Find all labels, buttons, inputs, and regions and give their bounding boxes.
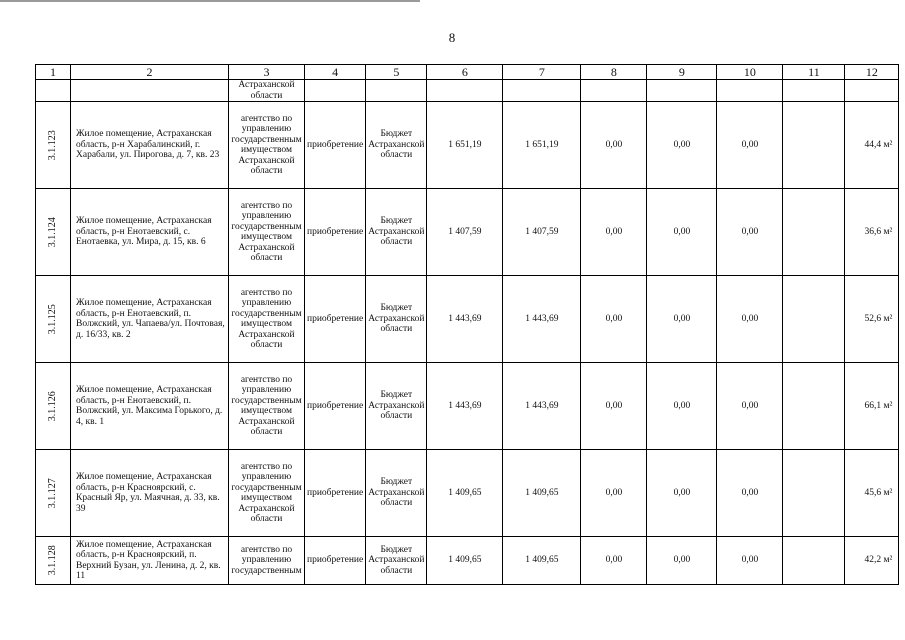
cont-cell xyxy=(305,80,366,102)
value-col9: 0,00 xyxy=(647,363,717,450)
value-col11 xyxy=(783,450,845,537)
basis-cell: приобретение xyxy=(305,450,366,537)
agency-cell: агентство по управлению государственным имуществом Астраханской области xyxy=(229,363,305,450)
value-col7: 1 651,19 xyxy=(503,102,581,189)
area-cell: 52,6 м² xyxy=(845,276,899,363)
agency-cell: агентство по управлению государственным имуществом Астраханской области xyxy=(229,102,305,189)
funding-source-cell: Бюджет Астраханской области xyxy=(366,189,427,276)
row-number xyxy=(36,189,71,276)
header-row xyxy=(36,65,899,80)
row-number xyxy=(36,537,71,585)
value-col10: 0,00 xyxy=(717,189,783,276)
value-col7: 1 443,69 xyxy=(503,276,581,363)
value-col7: 1 443,69 xyxy=(503,363,581,450)
col-header-6: 6 xyxy=(427,65,503,80)
value-col10: 0,00 xyxy=(717,276,783,363)
basis-cell: приобретение xyxy=(305,363,366,450)
value-col7: 1 407,59 xyxy=(503,189,581,276)
value-col8: 0,00 xyxy=(581,450,647,537)
object-description: Жилое помещение, Астраханская область, р-н Красноярский, с. Красный Яр, ул. Маячная, д. 33, кв. 39 xyxy=(71,450,229,537)
table-row xyxy=(36,537,899,585)
row-number-label: 3.1.123 xyxy=(46,130,58,160)
table-row xyxy=(36,276,899,363)
value-col8: 0,00 xyxy=(581,537,647,585)
table-row xyxy=(36,189,899,276)
value-col11 xyxy=(783,189,845,276)
value-col6: 1 443,69 xyxy=(427,276,503,363)
basis-cell: приобретение xyxy=(305,102,366,189)
object-description: Жилое помещение, Астраханская область, р-н Енотаевский, п. Волжский, ул. Чапаева/ул. Почтовая, д. 16/33, кв. 2 xyxy=(71,276,229,363)
value-col11 xyxy=(783,537,845,585)
area-cell: 36,6 м² xyxy=(845,189,899,276)
object-description: Жилое помещение, Астраханская область, р-н Красноярский, п. Верхний Бузан, ул. Ленина, д. 2, кв. 11 xyxy=(71,537,229,585)
funding-source-cell: Бюджет Астраханской области xyxy=(366,276,427,363)
cont-cell xyxy=(427,80,503,102)
basis-cell: приобретение xyxy=(305,189,366,276)
object-description: Жилое помещение, Астраханская область, р-н Харабалинский, г. Харабали, ул. Пирогова, д. 7, кв. 23 xyxy=(71,102,229,189)
col-header-12: 12 xyxy=(845,65,899,80)
basis-cell: приобретение xyxy=(305,537,366,585)
funding-source-cell: Бюджет Астраханской области xyxy=(366,537,427,585)
value-col10: 0,00 xyxy=(717,450,783,537)
continuation-agency: Астраханской области xyxy=(229,80,305,102)
row-number-label: 3.1.125 xyxy=(46,304,58,334)
row-number-label: 3.1.127 xyxy=(46,478,58,508)
value-col8: 0,00 xyxy=(581,276,647,363)
cont-cell xyxy=(71,80,229,102)
row-number xyxy=(36,450,71,537)
value-col9: 0,00 xyxy=(647,189,717,276)
value-col11 xyxy=(783,363,845,450)
value-col11 xyxy=(783,102,845,189)
col-header-1: 1 xyxy=(36,65,71,80)
funding-source-cell: Бюджет Астраханской области xyxy=(366,450,427,537)
col-header-5: 5 xyxy=(366,65,427,80)
agency-cell: агентство по управлению государственным имуществом Астраханской области xyxy=(229,276,305,363)
funding-source-cell: Бюджет Астраханской области xyxy=(366,102,427,189)
table-row xyxy=(36,363,899,450)
cont-cell xyxy=(717,80,783,102)
row-number-label: 3.1.128 xyxy=(46,545,58,576)
area-cell: 45,6 м² xyxy=(845,450,899,537)
continuation-row xyxy=(36,80,899,102)
agency-cell: агентство по управлению государственным имуществом Астраханской области xyxy=(229,450,305,537)
row-number xyxy=(36,102,71,189)
col-header-2: 2 xyxy=(71,65,229,80)
col-header-10: 10 xyxy=(717,65,783,80)
register-table xyxy=(35,64,899,585)
basis-cell: приобретение xyxy=(305,276,366,363)
value-col11 xyxy=(783,276,845,363)
value-col6: 1 409,65 xyxy=(427,537,503,585)
funding-source-cell: Бюджет Астраханской области xyxy=(366,363,427,450)
object-description: Жилое помещение, Астраханская область, р-н Енотаевский, п. Волжский, ул. Максима Горького, д. 4, кв. 1 xyxy=(71,363,229,450)
value-col6: 1 651,19 xyxy=(427,102,503,189)
top-rule xyxy=(0,0,420,2)
value-col8: 0,00 xyxy=(581,102,647,189)
value-col10: 0,00 xyxy=(717,537,783,585)
value-col6: 1 407,59 xyxy=(427,189,503,276)
cont-cell xyxy=(647,80,717,102)
cont-cell xyxy=(581,80,647,102)
area-cell: 44,4 м² xyxy=(845,102,899,189)
agency-cell: агентство по управлению государственным имуществом Астраханской области xyxy=(229,189,305,276)
col-header-3: 3 xyxy=(229,65,305,80)
col-header-7: 7 xyxy=(503,65,581,80)
value-col6: 1 409,65 xyxy=(427,450,503,537)
cont-cell xyxy=(503,80,581,102)
value-col8: 0,00 xyxy=(581,363,647,450)
value-col9: 0,00 xyxy=(647,450,717,537)
value-col9: 0,00 xyxy=(647,537,717,585)
col-header-8: 8 xyxy=(581,65,647,80)
area-cell: 42,2 м² xyxy=(845,537,899,585)
value-col7: 1 409,65 xyxy=(503,450,581,537)
value-col7: 1 409,65 xyxy=(503,537,581,585)
cont-cell xyxy=(783,80,845,102)
row-number-label: 3.1.126 xyxy=(46,391,58,421)
value-col9: 0,00 xyxy=(647,102,717,189)
agency-cell: агентство по управлению государственным xyxy=(229,537,305,585)
value-col9: 0,00 xyxy=(647,276,717,363)
value-col10: 0,00 xyxy=(717,102,783,189)
area-cell: 66,1 м² xyxy=(845,363,899,450)
page-number: 8 xyxy=(448,30,456,45)
row-number-label: 3.1.124 xyxy=(46,217,58,247)
col-header-4: 4 xyxy=(305,65,366,80)
value-col10: 0,00 xyxy=(717,363,783,450)
value-col8: 0,00 xyxy=(581,189,647,276)
cont-cell xyxy=(36,80,71,102)
table-row xyxy=(36,102,899,189)
table-row xyxy=(36,450,899,537)
row-number xyxy=(36,363,71,450)
value-col6: 1 443,69 xyxy=(427,363,503,450)
cont-cell xyxy=(366,80,427,102)
cont-cell xyxy=(845,80,899,102)
col-header-11: 11 xyxy=(783,65,845,80)
row-number xyxy=(36,276,71,363)
col-header-9: 9 xyxy=(647,65,717,80)
object-description: Жилое помещение, Астраханская область, р-н Енотаевский, с. Енотаевка, ул. Мира, д. 15, кв. 6 xyxy=(71,189,229,276)
